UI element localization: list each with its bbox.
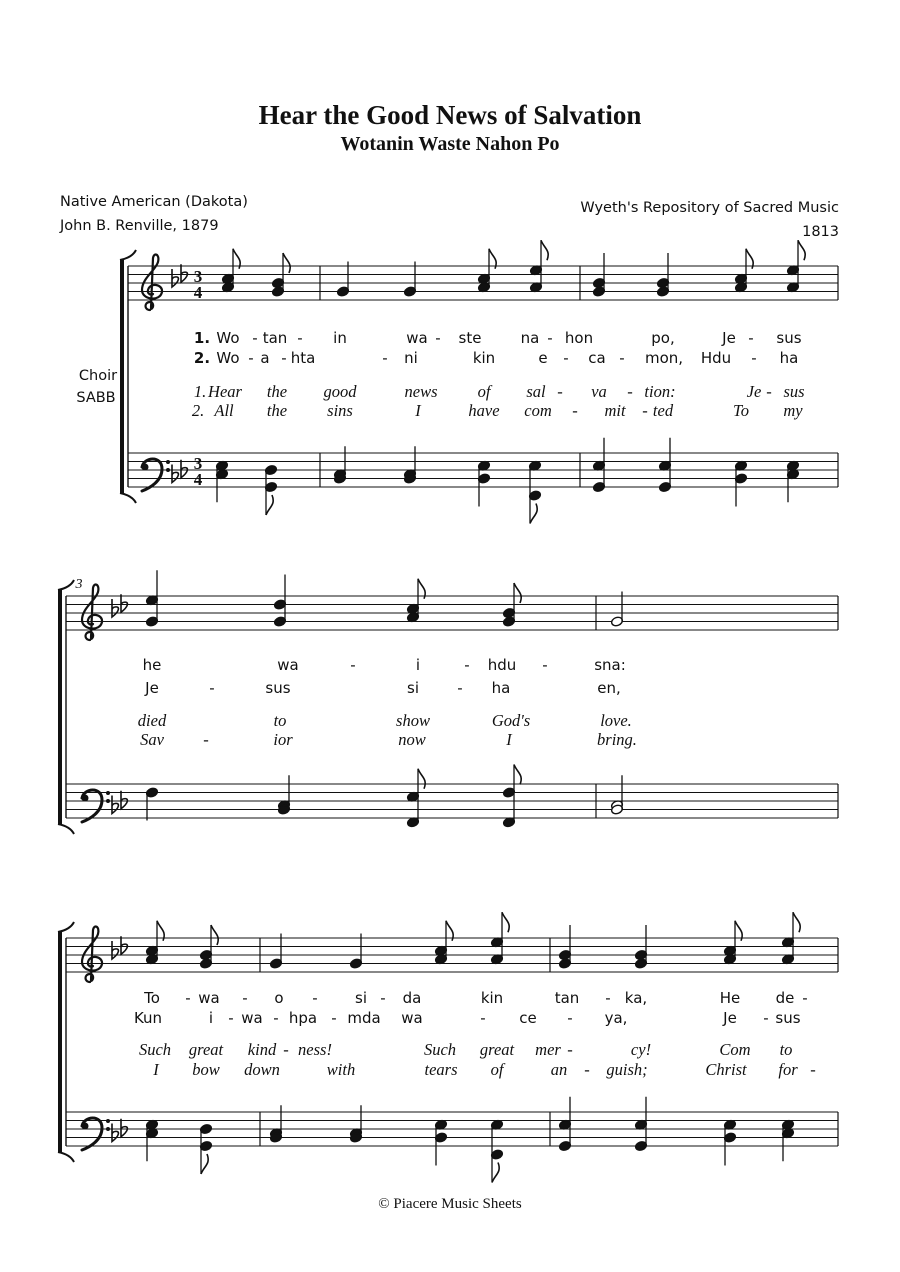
lyric-dakota-verse2: - xyxy=(763,1009,769,1027)
lyric-dakota-verse2: mon, xyxy=(644,349,684,367)
lyric-english-verse2: - xyxy=(584,1060,590,1079)
lyric-english-verse1: - xyxy=(567,1040,573,1059)
lyric-dakota-verse1: si xyxy=(355,989,367,1007)
lyric-english-verse1: to xyxy=(273,711,287,730)
lyric-dakota-verse2: - xyxy=(751,349,757,367)
lyric-dakota-verse1: tan xyxy=(262,329,288,347)
lyric-dakota-verse2: ha xyxy=(491,679,511,697)
lyric-dakota-verse2: - xyxy=(480,1009,486,1027)
lyric-english-verse1: mer xyxy=(535,1040,561,1059)
lyric-dakota-verse2: - xyxy=(248,349,254,367)
author-text: John B. Renville, 1879 xyxy=(60,218,219,234)
lyric-english-verse1: tion: xyxy=(644,382,676,401)
lyric-english-verse2: the xyxy=(266,401,288,420)
note-flag xyxy=(514,583,521,603)
lyric-dakota-verse2: - xyxy=(567,1009,573,1027)
lyric-dakota-verse1: hdu xyxy=(487,656,517,674)
lyric-english-verse2: - xyxy=(642,401,648,420)
lyric-english-verse1: ness! xyxy=(298,1040,332,1059)
flat-sign-icon xyxy=(121,1119,127,1137)
time-signature-beats: 3 xyxy=(193,454,203,473)
note-flag xyxy=(266,495,273,515)
bass-clef-dot xyxy=(82,1123,89,1130)
lyric-dakota-verse1: wa xyxy=(406,329,428,347)
flat-sign-icon xyxy=(112,1124,118,1142)
flat-sign-icon xyxy=(112,599,118,617)
lyric-english-verse2: mit xyxy=(604,401,626,420)
lyric-dakota-verse1: - xyxy=(802,989,808,1007)
lyric-dakota-verse1: - xyxy=(748,329,754,347)
lyric-dakota-verse1: hon xyxy=(564,329,594,347)
lyric-english-verse1: sus xyxy=(783,382,805,401)
lyric-english-verse1: died xyxy=(137,711,167,730)
song-subtitle: Wotanin Waste Nahon Po xyxy=(340,133,560,155)
time-signature-unit: 4 xyxy=(193,283,203,302)
lyric-dakota-verse2: e xyxy=(538,349,548,367)
bracket-hook xyxy=(58,1152,74,1162)
lyric-dakota-verse1: - xyxy=(312,989,318,1007)
lyric-dakota-verse1: sna: xyxy=(594,656,626,674)
lyric-english-verse1: to xyxy=(779,1040,793,1059)
lyric-english-verse1: cy! xyxy=(630,1040,652,1059)
lyric-dakota-verse1: sus xyxy=(776,329,802,347)
bracket-hook xyxy=(58,922,74,932)
time-signature-beats: 3 xyxy=(193,267,203,286)
treble-clef-icon xyxy=(82,927,102,982)
lyric-dakota-verse2: - xyxy=(331,1009,337,1027)
lyric-english-verse1: sal xyxy=(526,382,546,401)
lyric-dakota-verse1: ka, xyxy=(624,989,648,1007)
lyric-dakota-verse2: i xyxy=(208,1009,214,1027)
lyric-english-verse2: - xyxy=(572,401,578,420)
verse-number: 1. xyxy=(193,329,211,347)
lyric-english-verse2: - xyxy=(810,1060,816,1079)
bass-clef-dot xyxy=(106,791,110,795)
flat-sign-icon xyxy=(121,791,127,809)
lyric-english-verse1: great xyxy=(188,1040,224,1059)
copyright-footer: © Piacere Music Sheets xyxy=(378,1196,522,1212)
lyric-english-verse2: ior xyxy=(273,730,293,749)
note-flag xyxy=(502,912,509,932)
lyric-dakota-verse2: sus xyxy=(775,1009,801,1027)
lyric-english-verse1: Such xyxy=(423,1040,457,1059)
lyric-english-verse1: Hear xyxy=(208,382,242,401)
instrument-label-voicing: SABB xyxy=(76,390,116,406)
lyric-dakota-verse2: ni xyxy=(404,349,418,367)
lyric-dakota-verse2: ce xyxy=(519,1009,537,1027)
note-flag xyxy=(283,253,290,273)
lyric-dakota-verse2: ya, xyxy=(604,1009,628,1027)
lyric-english-verse1: Com xyxy=(719,1040,751,1059)
lyric-dakota-verse2: - xyxy=(619,349,625,367)
lyric-english-verse2: of xyxy=(490,1060,504,1079)
bracket-hook xyxy=(58,824,74,834)
treble-clef-icon xyxy=(142,255,162,310)
lyric-english-verse1: great xyxy=(479,1040,515,1059)
lyric-dakota-verse2: - xyxy=(457,679,463,697)
lyric-dakota-verse2: - xyxy=(563,349,569,367)
note-flag xyxy=(793,912,800,932)
lyric-dakota-verse2: mda xyxy=(347,1009,381,1027)
lyric-english-verse1: the xyxy=(266,382,288,401)
bass-clef-dot xyxy=(166,460,170,464)
song-title: Hear the Good News of Salvation xyxy=(258,100,642,130)
note-flag xyxy=(541,240,548,260)
lyric-dakota-verse1: - xyxy=(297,329,303,347)
note-flag xyxy=(530,504,537,524)
lyric-english-verse2: 2. xyxy=(191,401,205,420)
lyric-dakota-verse1: po, xyxy=(651,329,675,347)
lyric-english-verse2: an xyxy=(550,1060,568,1079)
lyric-dakota-verse1: - xyxy=(242,989,248,1007)
source-year-text: 1813 xyxy=(802,224,839,240)
lyric-dakota-verse1: in xyxy=(333,329,347,347)
lyric-dakota-verse2: si xyxy=(407,679,419,697)
bass-clef-dot xyxy=(106,799,110,803)
treble-clef-icon xyxy=(82,585,102,640)
lyric-dakota-verse2: hpa xyxy=(288,1009,318,1027)
lyric-english-verse2: I xyxy=(153,1060,159,1079)
lyric-english-verse1: - xyxy=(283,1040,289,1059)
lyric-dakota-verse1: - xyxy=(605,989,611,1007)
lyric-dakota-verse1: - xyxy=(464,656,470,674)
lyric-english-verse2: with xyxy=(326,1060,356,1079)
bass-clef-dot xyxy=(142,464,149,471)
lyric-dakota-verse2: sus xyxy=(265,679,291,697)
lyric-dakota-verse1: To xyxy=(144,989,160,1007)
lyric-dakota-verse2: Hdu xyxy=(700,349,732,367)
lyric-english-verse2: - xyxy=(203,730,209,749)
lyric-english-verse2: ted xyxy=(652,401,674,420)
lyric-dakota-verse1: - xyxy=(435,329,441,347)
lyric-dakota-verse2: - xyxy=(209,679,215,697)
lyric-dakota-verse2: wa xyxy=(401,1009,423,1027)
lyric-english-verse2: Christ xyxy=(705,1060,747,1079)
lyric-english-verse2: I xyxy=(506,730,512,749)
lyric-english-verse2: I xyxy=(415,401,421,420)
lyric-english-verse2: Sav xyxy=(140,730,164,749)
verse-number: 2. xyxy=(193,349,211,367)
bass-clef-dot xyxy=(106,1127,110,1131)
lyric-english-verse1: Je xyxy=(746,382,762,401)
lyric-dakota-verse1: de xyxy=(775,989,795,1007)
flat-sign-icon xyxy=(181,460,187,478)
lyric-english-verse2: tears xyxy=(424,1060,458,1079)
bass-clef-dot xyxy=(166,468,170,472)
lyric-dakota-verse1: He xyxy=(719,989,741,1007)
lyric-english-verse2: bow xyxy=(192,1060,220,1079)
lyric-dakota-verse1: tan xyxy=(554,989,580,1007)
bracket-hook xyxy=(120,250,136,260)
flat-sign-icon xyxy=(121,594,127,612)
lyric-english-verse1: God's xyxy=(491,711,531,730)
lyric-english-verse1: love. xyxy=(600,711,632,730)
lyric-english-verse2: sins xyxy=(327,401,353,420)
lyric-dakota-verse1: o xyxy=(274,989,284,1007)
lyric-dakota-verse2: en, xyxy=(597,679,621,697)
lyric-dakota-verse1: - xyxy=(350,656,356,674)
lyric-dakota-verse1: na xyxy=(520,329,540,347)
lyric-dakota-verse1: he xyxy=(142,656,162,674)
bracket-hook xyxy=(58,580,74,590)
flat-sign-icon xyxy=(121,936,127,954)
lyric-english-verse1: - xyxy=(766,382,772,401)
lyric-dakota-verse1: - xyxy=(380,989,386,1007)
lyric-dakota-verse1: - xyxy=(542,656,548,674)
flat-sign-icon xyxy=(172,269,178,287)
lyric-english-verse2: have xyxy=(468,401,500,420)
lyric-english-verse1: of xyxy=(477,382,491,401)
lyric-english-verse1: good xyxy=(323,382,357,401)
flat-sign-icon xyxy=(112,941,118,959)
lyric-dakota-verse2: ca xyxy=(588,349,606,367)
note-flag xyxy=(798,240,805,260)
lyric-dakota-verse2: wa xyxy=(241,1009,263,1027)
lyric-dakota-verse1: ste xyxy=(458,329,482,347)
flat-sign-icon xyxy=(181,264,187,282)
lyric-dakota-verse2: - xyxy=(382,349,388,367)
lyric-english-verse2: bring. xyxy=(597,730,637,749)
lyric-english-verse2: down xyxy=(244,1060,280,1079)
lyric-dakota-verse2: hta xyxy=(290,349,316,367)
lyric-dakota-verse1: Wo xyxy=(216,329,240,347)
lyric-english-verse2: for xyxy=(778,1060,798,1079)
lyric-english-verse2: now xyxy=(398,730,426,749)
lyric-dakota-verse2: kin xyxy=(472,349,496,367)
instrument-label-choir: Choir xyxy=(78,368,118,384)
bass-clef-dot xyxy=(106,1119,110,1123)
lyric-english-verse2: guish; xyxy=(606,1060,648,1079)
lyric-dakota-verse2: Je xyxy=(145,679,159,697)
lyric-dakota-verse2: Wo xyxy=(216,349,240,367)
lyric-dakota-verse1: wa xyxy=(198,989,220,1007)
lyric-english-verse2: All xyxy=(214,401,234,420)
lyric-dakota-verse2: a xyxy=(260,349,270,367)
lyric-english-verse1: - xyxy=(627,382,633,401)
time-signature-unit: 4 xyxy=(193,470,203,489)
lyric-dakota-verse2: Kun xyxy=(133,1009,163,1027)
lyric-dakota-verse2: - xyxy=(228,1009,234,1027)
lyric-dakota-verse1: - xyxy=(252,329,258,347)
lyric-dakota-verse1: i xyxy=(415,656,421,674)
bass-clef-dot xyxy=(82,795,89,802)
lyric-english-verse1: va xyxy=(591,382,607,401)
note-flag xyxy=(201,1154,208,1174)
lyric-dakota-verse1: - xyxy=(185,989,191,1007)
lyric-english-verse1: Such xyxy=(138,1040,172,1059)
origin-text: Native American (Dakota) xyxy=(60,194,248,210)
lyric-dakota-verse2: - xyxy=(281,349,287,367)
flat-sign-icon xyxy=(112,796,118,814)
lyric-english-verse1: 1. xyxy=(193,382,207,401)
lyric-english-verse1: show xyxy=(396,711,430,730)
lyric-dakota-verse1: wa xyxy=(277,656,299,674)
lyric-english-verse2: my xyxy=(783,401,803,420)
measure-number: 3 xyxy=(75,577,83,592)
lyric-english-verse1: - xyxy=(557,382,563,401)
lyric-english-verse1: kind xyxy=(247,1040,277,1059)
lyric-dakota-verse2: Je xyxy=(723,1009,737,1027)
note-flag xyxy=(492,1163,499,1183)
note-flag xyxy=(514,765,521,785)
lyric-dakota-verse1: da xyxy=(402,989,422,1007)
lyric-english-verse2: To xyxy=(733,401,749,420)
note-flag xyxy=(211,925,218,945)
lyric-dakota-verse1: Je xyxy=(722,329,736,347)
lyric-english-verse1: news xyxy=(404,382,438,401)
flat-sign-icon xyxy=(172,465,178,483)
note-flag xyxy=(418,769,425,789)
lyric-dakota-verse2: ha xyxy=(779,349,799,367)
lyric-dakota-verse1: - xyxy=(547,329,553,347)
bracket-hook xyxy=(120,493,136,503)
source-text: Wyeth's Repository of Sacred Music xyxy=(580,200,839,216)
lyric-dakota-verse2: - xyxy=(273,1009,279,1027)
lyric-dakota-verse1: kin xyxy=(480,989,504,1007)
lyric-english-verse2: com xyxy=(524,401,552,420)
